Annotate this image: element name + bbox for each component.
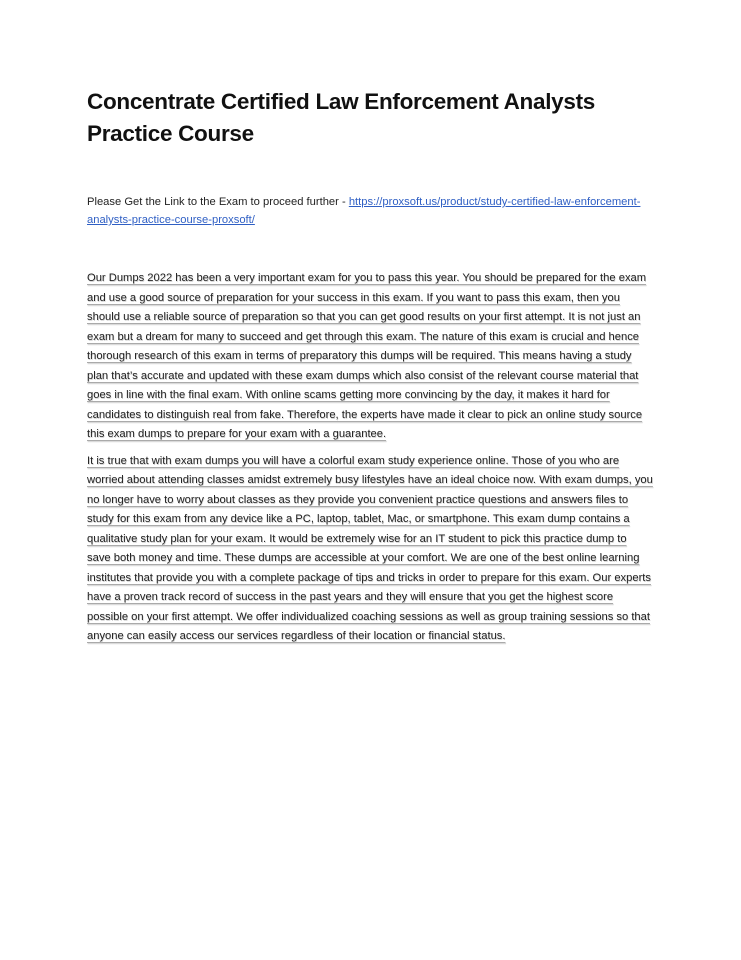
exam-link[interactable]: https://proxsoft.us/product/study-certified-law-enforcement-analysts-practice-course-proxsoft/ [87, 196, 641, 226]
body-text [87, 269, 653, 647]
paragraph-1: Our Dumps 2022 has been a very important exam for you to pass this year. You should be prepared for the exam and use a good source of preparation for your success in this exam. If you want to pass this exam, then you should use a reliable source of preparation so that you can get good results on your first attempt. It is not just an exam but a dream for many to succeed and get through this exam. The nature of this exam is crucial and hence thorough research of this exam in terms of preparatory this dumps will be required. This means having a study plan that’s accurate and updated with these exam dumps which also consist of the relevant course material that goes in line with the final exam. With online scams getting more convincing by the day, it makes it hard for candidates to distinguish real from fake. Therefore, the experts have made it clear to pick an online study source this exam dumps to prepare for your exam with a guarantee. [87, 272, 647, 440]
intro-line [87, 193, 653, 229]
document-page [87, 86, 653, 654]
paragraph-2: It is true that with exam dumps you will have a colorful exam study experience online. Those of you who are worried about attending classes amidst extremely busy lifestyles have an ideal choice now. With exam dumps, you no longer have to worry about classes as they provide you convenient practice questions and answers files to study for this exam from any device like a PC, laptop, tablet, Mac, or smartphone. This exam dump contains a qualitative study plan for your exam. It would be extremely wise for an IT student to pick this practice dump to save both money and time. These dumps are accessible at your comfort. We are one of the best online learning institutes that provide you with a complete package of tips and tricks in order to prepare for this exam. Our experts have a proven track record of success in the past years and they will ensure that you get the highest score possible on your first attempt. We offer individualized coaching sessions as well as group training sessions so that anyone can easily access our services regardless of their location or financial status. [87, 454, 653, 642]
document-title: Concentrate Certified Law Enforcement Analysts Practice Course [87, 89, 595, 146]
intro-text: Please Get the Link to the Exam to proceed further - [87, 196, 349, 208]
